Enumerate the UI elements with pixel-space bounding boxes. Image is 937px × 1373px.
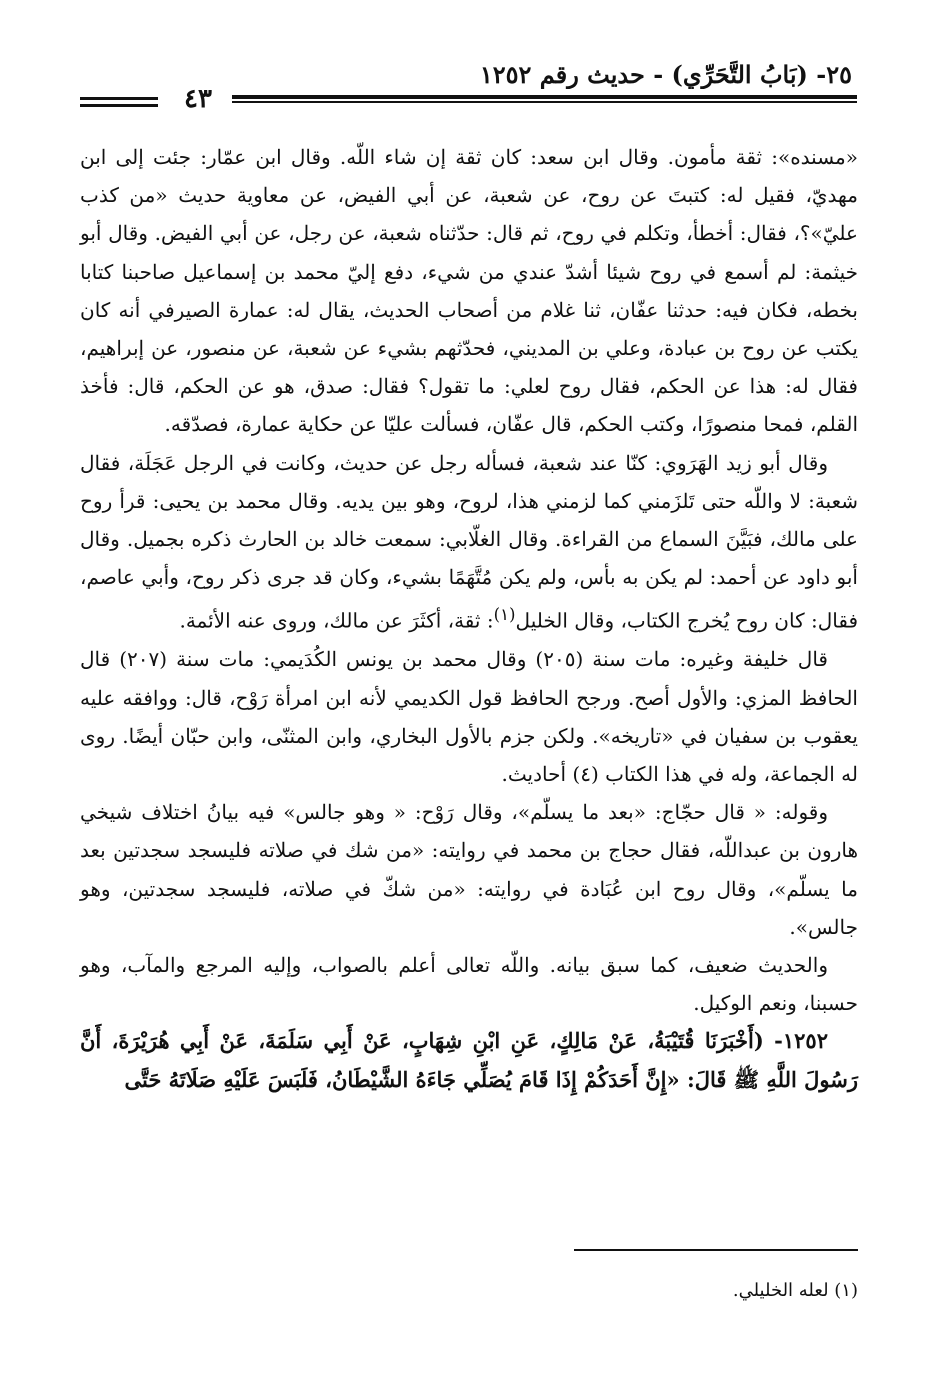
running-title: ٢٥- (بَابُ التَّحَرِّي) - حديث رقم ١٢٥٢	[479, 60, 852, 89]
paragraph-text: : ثقة، أكثَرَ عن مالك، وروى عنه الأئمة.	[179, 609, 494, 634]
header-rule	[232, 95, 857, 99]
footnote: (١) لعله الخليلي.	[732, 1280, 858, 1301]
hadith-text: ١٢٥٢- (أَخْبَرَنَا قُتَيْبَةُ، عَنْ مَالِكٍ، عَنِ ابْنِ شِهَابٍ، عَنْ أَبِي سَلَمَةَ، عَنْ أَبِي هُرَيْرَةَ، أَنَّ رَسُولَ اللَّهِ ﷺ قَالَ: «إِنَّ أَحَدَكُمْ إِذَا قَامَ يُصَلِّي جَاءَهُ الشَّيْطَانُ، فَلَبَسَ عَلَيْهِ صَلَاتَهُ حَتَّى	[80, 1028, 858, 1092]
header-rule-short	[80, 97, 158, 100]
paragraph	[80, 444, 858, 641]
page-number: ٤٣	[184, 84, 212, 114]
footnote-rule	[574, 1249, 858, 1251]
paragraph: «مسنده»: ثقة مأمون. وقال ابن سعد: كان ثقة إن شاء اللّه. وقال ابن عمّار: جئت إلى ابن مهديّ، فقيل له: كتبتَ عن روح، عن شعبة، عن أبي الفيض، عن معاوية حديث «من كذب عليّ»؟، فقال: أخطأ، وتكلم في روح، ثم قال: حدّثناه شعبة، عن رجل، عن أبي الفيض. وقال أبو خيثمة: لم أسمع في روح شيئا أشدّ عندي من شيء، دفع إليّ محمد بن إسماعيل صاحبنا كتابا بخطه، فكان فيه: حدثنا عفّان، ثنا غلام من أصحاب الحديث، يقال له: عمارة الصيرفي أنه كان يكتب عن روح بن عبادة، وعلي بن المديني، فحدّثهم بشيء عن شعبة، عن منصور، عن إبراهيم، فقال له: هذا عن الحكم، فقال روح لعلي: ما تقول؟ فقال: صدق، هو عن الحكم، قال: فأخذ القلم، فمحا منصورًا، وكتب الحكم، قال عفّان، فسألت عليّا عن حكاية عمارة، فصدّقه.	[80, 145, 858, 437]
footnote-ref: (١)	[493, 605, 516, 625]
header-rule-thin	[232, 101, 857, 103]
paragraph-text: وقال أبو زيد الهَرَوي: كنّا عند شعبة، فسأله رجل عن حديث، وكانت في الرجل عَجَلَة، فقال شعبة: لا واللّه حتى تَلزَمني كما لزمني هذا، لروح، وهو بين يديه. وقال محمد بن يحيى: قرأ روح على مالك، فبَيَّنَ السماع من القراءة. وقال الغلّابي: سمعت خالد بن الحارث ذكره بجميل. وقال أبو داود عن أحمد: لم يكن به بأس، ولم يكن مُتَّهَمًا بشيء، وكان قد جرى ذكر روح، وأبي عاصم، فقال: كان روح يُخرج الكتاب، وقال الخليل	[80, 450, 858, 634]
paragraph: والحديث ضعيف، كما سبق بيانه. واللّه تعالى أعلم بالصواب، وإليه المرجع والمآب، وهو حسبنا، ونعم الوكيل.	[80, 952, 858, 1016]
paragraph: وقوله: « قال حجّاج: «بعد ما يسلّم»، وقال رَوْح: « وهو جالس» فيه بيانُ اختلاف شيخي هارون بن عبداللّه، فقال حجاج بن محمد في روايته: «من شك في صلاته فليسجد سجدتين بعد ما يسلّم»، وقال روح ابن عُبَادة في روايته: «من شكّ في صلاته، فليسجد سجدتين، وهو جالس».	[80, 800, 858, 939]
main-text	[80, 138, 858, 1099]
paragraph: قال خليفة وغيره: مات سنة (٢٠٥) وقال محمد بن يونس الكُدَيمي: مات سنة (٢٠٧) قال الحافظ المزي: والأول أصح. ورجح الحافظ قول الكديمي لأنه ابن امرأة رَوْح، قال: ووافقه عليه يعقوب بن سفيان في «تاريخه». ولكن جزم بالأول البخاري، وابن المثنّى، وابن حبّان أيضًا. روى له الجماعة، وله في هذا الكتاب (٤) أحاديث.	[80, 647, 858, 786]
header-rule-short-lower	[80, 104, 158, 107]
